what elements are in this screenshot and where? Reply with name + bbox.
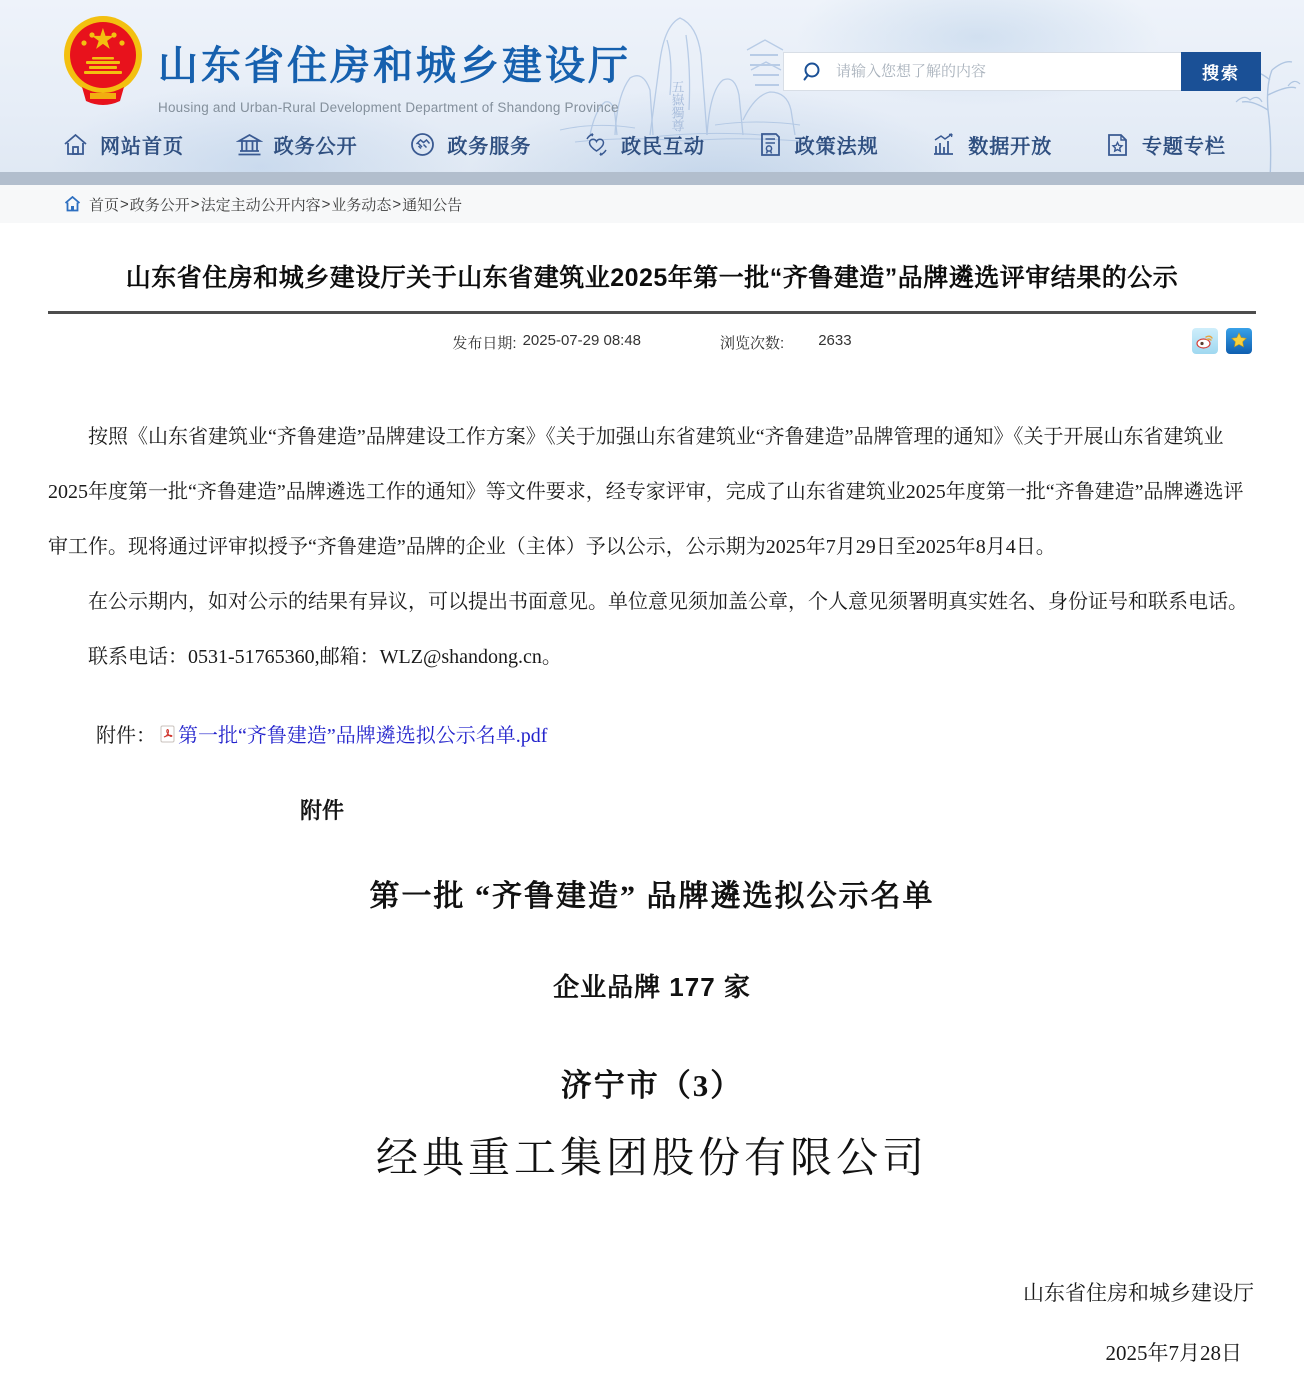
pdf-file-icon	[160, 725, 176, 743]
main-nav	[0, 117, 1304, 172]
nav-label: 政务服务	[447, 136, 532, 158]
nav-item-policy[interactable]	[757, 130, 879, 159]
search-icon	[802, 61, 824, 83]
nav-label: 专题专栏	[1141, 136, 1226, 158]
breadcrumb-item-notices[interactable]: 通知公告	[402, 196, 463, 214]
view-count-value: 2633	[818, 331, 852, 349]
company-name: 经典重工集团股份有限公司	[375, 1136, 928, 1182]
nav-label: 政策法规	[794, 136, 879, 158]
nav-label: 政民互动	[620, 136, 705, 158]
star-doc-icon	[1104, 131, 1131, 158]
breadcrumb-item-gov-info[interactable]: 政务公开	[129, 196, 190, 214]
attachment-pdf-link[interactable]: 第一批“齐鲁建造”品牌遴选拟公示名单.pdf	[178, 725, 548, 747]
document-title: 第一批 “齐鲁建造” 品牌遴选拟公示名单	[369, 880, 935, 913]
nav-item-gov-info[interactable]	[236, 130, 358, 159]
site-header	[0, 0, 1304, 185]
publish-date	[452, 332, 641, 353]
search-input[interactable]	[824, 53, 1181, 90]
national-emblem-logo	[62, 13, 144, 105]
bank-icon	[236, 131, 263, 158]
enterprise-count-line: 企业品牌 177 家	[553, 972, 751, 1002]
qzone-share-icon[interactable]	[1226, 328, 1252, 354]
site-title: 山东省住房和城乡建设厅	[158, 44, 631, 88]
attachment-document-preview	[48, 794, 1256, 1367]
breadcrumb-separator: >	[392, 195, 402, 213]
nav-item-gov-service[interactable]	[409, 130, 531, 159]
city-section-heading: 济宁市（3）	[560, 1068, 744, 1103]
search-box	[783, 52, 1261, 91]
publish-date-label: 发布日期:	[452, 334, 517, 352]
breadcrumb-item-business[interactable]: 业务动态	[331, 196, 392, 214]
data-chart-icon	[930, 131, 957, 158]
nav-item-home[interactable]	[62, 130, 184, 159]
breadcrumb-home-icon[interactable]	[64, 196, 81, 212]
share-icons	[1192, 328, 1252, 354]
home-icon	[62, 131, 89, 158]
nav-item-data[interactable]	[930, 130, 1052, 159]
svg-text:五嶽獨尊: 五嶽獨尊	[669, 80, 685, 132]
search-button[interactable]: 搜索	[1181, 52, 1261, 91]
signature-block	[48, 1277, 1256, 1367]
breadcrumb-item-home[interactable]: 首页	[89, 196, 120, 214]
article-body	[48, 410, 1256, 685]
article-main	[0, 261, 1304, 1393]
breadcrumb-separator: >	[321, 195, 331, 213]
attachment-label: 附件：	[96, 725, 156, 747]
nav-label: 政务公开	[273, 136, 358, 158]
article-title: 山东省住房和城乡建设厅关于山东省建筑业2025年第一批“齐鲁建造”品牌遴选评审结果的公示	[125, 264, 1179, 292]
view-count	[720, 332, 852, 353]
nav-label: 数据开放	[968, 136, 1053, 158]
nav-label: 网站首页	[100, 136, 184, 158]
article-meta	[48, 314, 1256, 370]
header-divider-strip	[0, 172, 1304, 185]
paragraph-2: 在公示期内，如对公示的结果有异议，可以提出书面意见。单位意见须加盖公章，个人意见须署明真实姓名、身份证号和联系电话。	[88, 591, 1248, 613]
view-count-label: 浏览次数:	[720, 334, 785, 352]
breadcrumb	[0, 185, 1304, 223]
handshake-icon	[409, 131, 436, 158]
signature-date: 2025年7月28日	[1105, 1341, 1242, 1365]
interaction-icon	[583, 131, 610, 158]
annex-label: 附件	[300, 798, 345, 823]
breadcrumb-separator: >	[120, 195, 129, 213]
site-subtitle: Housing and Urban-Rural Development Department of Shandong Province	[158, 100, 619, 115]
publish-date-value: 2025-07-29 08:48	[522, 331, 642, 349]
nav-item-interaction[interactable]	[583, 130, 705, 159]
policy-doc-icon	[757, 131, 784, 158]
paragraph-3-contact: 联系电话：0531-51765360,邮箱：WLZ@shandong.cn。	[88, 646, 562, 668]
paragraph-1: 按照《山东省建筑业“齐鲁建造”品牌建设工作方案》《关于加强山东省建筑业“齐鲁建造”品牌管理的通知》《关于开展山东省建筑业2025年度第一批“齐鲁建造”品牌遴选工作的通知》等文件要求，经专家评审，完成了山东省建筑业2025年度第一批“齐鲁建造”品牌遴选评审工作。现将通过评审拟授予“齐鲁建造”品牌的企业（主体）予以公示，公示期为2025年7月29日至2025年8月4日。	[48, 426, 1244, 558]
nav-item-special[interactable]	[1104, 130, 1226, 159]
breadcrumb-item-statutory[interactable]: 法定主动公开内容	[200, 196, 321, 214]
signature-organization: 山东省住房和城乡建设厅	[1023, 1281, 1254, 1305]
attachment-line	[48, 719, 1256, 748]
weibo-share-icon[interactable]	[1192, 328, 1218, 354]
breadcrumb-separator: >	[190, 195, 200, 213]
